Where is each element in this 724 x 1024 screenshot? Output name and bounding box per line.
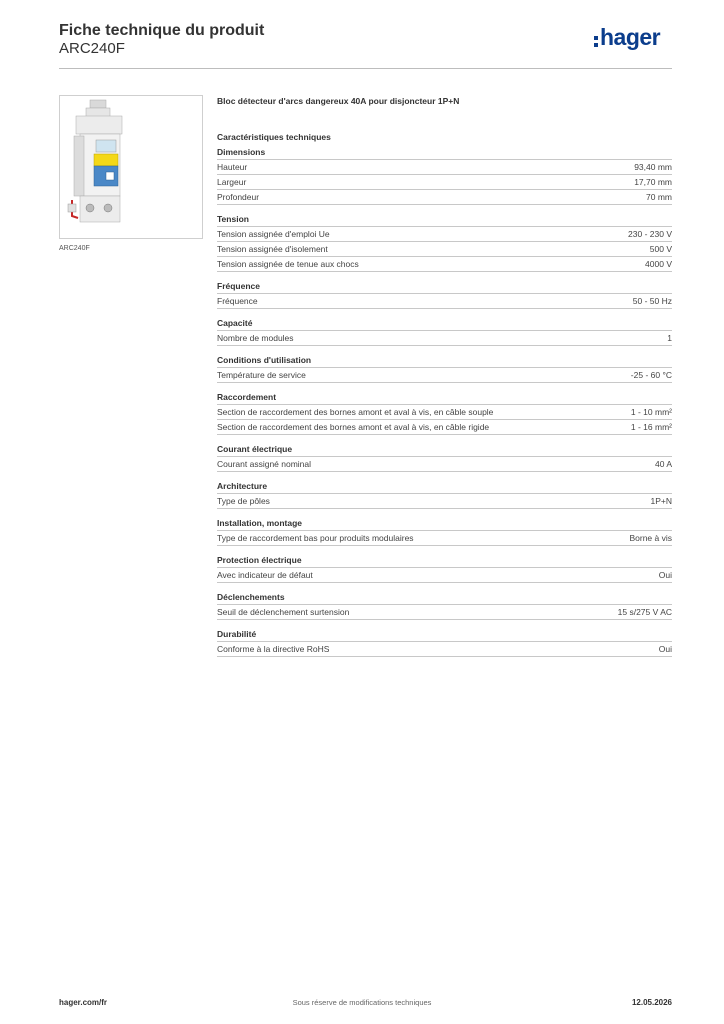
spec-value: 93,40 mm	[634, 162, 672, 172]
spec-label: Section de raccordement des bornes amont et aval à vis, en câble rigide	[217, 422, 490, 432]
spec-value: Borne à vis	[629, 533, 672, 543]
spec-label: Tension assignée d'emploi Ue	[217, 229, 330, 239]
spec-row	[217, 294, 672, 309]
spec-group	[217, 554, 672, 583]
spec-value: 1 - 10 mm²	[630, 407, 672, 417]
spec-label: Tension assignée de tenue aux chocs	[217, 259, 359, 269]
footer-date: 12.05.2026	[631, 998, 672, 1007]
spec-label: Hauteur	[217, 162, 248, 172]
spec-group	[217, 280, 672, 309]
footer-website: hager.com/fr	[59, 998, 108, 1007]
spec-value: 230 - 230 V	[628, 229, 672, 239]
spec-group	[217, 517, 672, 546]
spec-group-title: Tension	[217, 213, 672, 227]
spec-row	[217, 531, 672, 546]
spec-label: Tension assignée d'isolement	[217, 244, 328, 254]
spec-value: 500 V	[649, 244, 672, 254]
spec-group-title: Installation, montage	[217, 517, 672, 531]
image-caption: ARC240F	[59, 245, 90, 252]
spec-label: Type de raccordement bas pour produits modulaires	[217, 533, 414, 543]
spec-label: Type de pôles	[217, 496, 270, 506]
spec-row	[217, 227, 672, 242]
logo-dots	[594, 36, 598, 50]
spec-row	[217, 457, 672, 472]
spec-value: 70 mm	[646, 192, 672, 202]
spec-row	[217, 257, 672, 272]
spec-row	[217, 368, 672, 383]
hager-logo	[594, 26, 674, 56]
spec-group	[217, 354, 672, 383]
page-title: Fiche technique du produit	[59, 22, 265, 39]
spec-label: Largeur	[217, 177, 247, 187]
spec-group	[217, 391, 672, 435]
spec-row	[217, 405, 672, 420]
spec-group-title: Conditions d'utilisation	[217, 354, 672, 368]
spec-group-title: Raccordement	[217, 391, 672, 405]
spec-row	[217, 605, 672, 620]
page-subtitle: ARC240F	[59, 40, 125, 57]
spec-row	[217, 494, 672, 509]
spec-row	[217, 568, 672, 583]
spec-group-title: Capacité	[217, 317, 672, 331]
section-heading: Caractéristiques techniques	[217, 132, 331, 142]
spec-row	[217, 642, 672, 657]
spec-group	[217, 628, 672, 657]
spec-value: 40 A	[654, 459, 672, 469]
spec-label: Conforme à la directive RoHS	[217, 644, 330, 654]
spec-value: 1P+N	[650, 496, 672, 506]
spec-group-title: Protection électrique	[217, 554, 672, 568]
spec-value: 50 - 50 Hz	[632, 296, 672, 306]
spec-value: Oui	[658, 644, 672, 654]
spec-label: Courant assigné nominal	[217, 459, 312, 469]
spec-row	[217, 242, 672, 257]
spec-group	[217, 146, 672, 205]
spec-label: Fréquence	[217, 296, 258, 306]
spec-group	[217, 480, 672, 509]
spec-row	[217, 420, 672, 435]
spec-label: Nombre de modules	[217, 333, 294, 343]
spec-label: Avec indicateur de défaut	[217, 570, 313, 580]
spec-group-title: Architecture	[217, 480, 672, 494]
spec-label: Seuil de déclenchement surtension	[217, 607, 350, 617]
spec-value: 15 s/275 V AC	[617, 607, 672, 617]
spec-group-title: Dimensions	[217, 146, 672, 160]
spec-value: Oui	[658, 570, 672, 580]
spec-group-title: Déclenchements	[217, 591, 672, 605]
spec-label: Profondeur	[217, 192, 260, 202]
spec-groups	[217, 146, 672, 657]
spec-value: -25 - 60 °C	[630, 370, 672, 380]
spec-value: 1	[667, 333, 672, 343]
header-divider	[59, 68, 672, 69]
spec-sheet	[217, 96, 672, 665]
spec-label: Température de service	[217, 370, 306, 380]
spec-row	[217, 160, 672, 175]
footer-disclaimer: Sous réserve de modifications techniques	[292, 998, 432, 1007]
spec-value: 4000 V	[645, 259, 672, 269]
spec-group-title: Durabilité	[217, 628, 672, 642]
spec-group	[217, 591, 672, 620]
product-image	[59, 95, 203, 239]
spec-group	[217, 213, 672, 272]
spec-row	[217, 190, 672, 205]
spec-group	[217, 443, 672, 472]
spec-group-title: Fréquence	[217, 280, 672, 294]
spec-row	[217, 331, 672, 346]
logo-text: hager	[600, 24, 661, 50]
spec-group-title: Courant électrique	[217, 443, 672, 457]
spec-label: Section de raccordement des bornes amont et aval à vis, en câble souple	[217, 407, 494, 417]
spec-value: 1 - 16 mm²	[630, 422, 672, 432]
circuit-breaker-image	[60, 96, 202, 238]
spec-group	[217, 317, 672, 346]
spec-value: 17,70 mm	[634, 177, 672, 187]
spec-row	[217, 175, 672, 190]
product-title: Bloc détecteur d'arcs dangereux 40A pour disjoncteur 1P+N	[217, 96, 460, 106]
